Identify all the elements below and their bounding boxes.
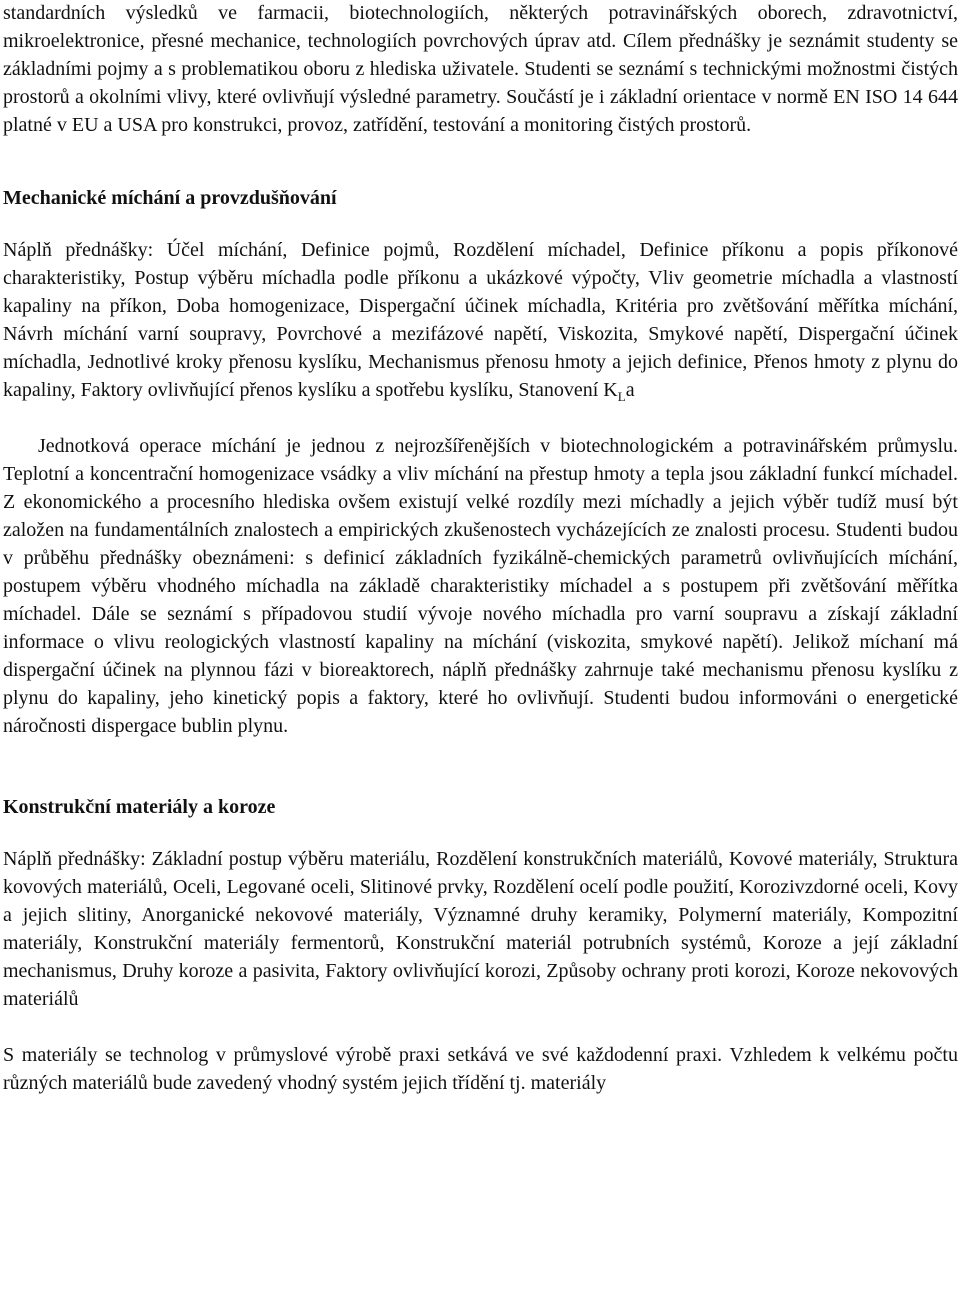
mixing-content-text: Náplň přednášky: Účel míchání, Definice pojmů, Rozdělení míchadel, Definice příkonu a popis příkonové charakteristiky, Postup výběru míchadla podle příkonu a ukázkové výpočty, Vliv geometrie míchadla a vlastností kapaliny na příkon, Doba homogenizace, Dispergační účinek míchadla, Kritéria pro zvětšování měřítka míchání, Návrh míchání varní soupravy, Povrchové a mezifázové napětí, Viskozita, Smykové napětí, Dispergační účinek míchadla, Jednotlivé kroky přenosu kyslíku, Mechanismus přenosu hmoty a jejich definice, Přenos hmoty z plynu do kapaliny, Faktory ovlivňující přenos kyslíku a spotřebu kyslíku, Stanovení K <box>3 239 958 401</box>
intro-paragraph: standardních výsledků ve farmacii, biotechnologiích, některých potravinářských oborech, zdravotnictví, mikroelektronice, přesné mechanice, technologiích povrchových úprav atd. Cílem přednášky je seznámit studenty se základními pojmy a s problematikou oboru z hlediska uživatele. Studenti se seznámí s technickými možnostmi čistých prostorů a okolními vlivy, které ovlivňují výsledné parametry. Součástí je i základní orientace v normě EN ISO 14 644 platné v EU a USA pro konstrukci, provoz, zatřídění, testování a monitoring čistých prostorů. <box>3 2 958 136</box>
section-heading-materials: Konstrukční materiály a koroze <box>3 796 276 818</box>
mixing-lecture-content <box>3 236 958 404</box>
mixing-body-paragraph: Jednotková operace míchání je jednou z nejrozšířenějších v biotechnologickém a potravinářském průmyslu. Teplotní a koncentrační homogenizace vsádky a vliv míchání na přestup hmoty a tepla jsou základní funkcí míchadel. Z ekonomického a procesního hlediska ovšem existují velké rozdíly mezi míchadly a jejich výběr tudíž musí být založen na fundamentálních znalostech a empirických zkušenostech vycházejících ze znalosti procesu. Studenti budou v průběhu přednášky obeznámeni: s definicí základních fyzikálně-chemických parametrů ovlivňujících míchání, postupem výběru vhodného míchadla na základě charakteristiky míchadel a s postupem při zvětšování měřítka míchadel. Dále se seznámí s případovou studií vývoje nového míchadla pro varní soupravu a získají základní informace o vlivu reologických vlastností kapaliny na míchání (viskozita, smykové napětí). Jelikož míchaní má dispergační účinek na plynnou fázi v bioreaktorech, náplň přednášky zahrnuje také mechanismu přenosu kyslíku z plynu do kapaliny, jeho kinetický popis a faktory, které ho ovlivňují. Studenti budou informováni o energetické náročnosti dispergace bublin plynu. <box>3 435 958 737</box>
section-heading-mixing: Mechanické míchání a provzdušňování <box>3 187 337 209</box>
materials-body-paragraph: S materiály se technolog v průmyslové výrobě praxi setkává ve své každodenní praxi. Vzhledem k velkému počtu různých materiálů bude zavedený vhodný systém jejich třídění tj. materiály <box>3 1044 958 1094</box>
mixing-content-subscript: L <box>617 389 626 404</box>
mixing-content-tail: a <box>625 379 635 401</box>
document-page <box>3 0 958 1097</box>
materials-lecture-content: Náplň přednášky: Základní postup výběru materiálu, Rozdělení konstrukčních materiálů, Kovové materiály, Struktura kovových materiálů, Oceli, Legované oceli, Slitinové prvky, Rozdělení ocelí podle použití, Korozivzdorné oceli, Kovy a jejich slitiny, Anorganické nekovové materiály, Významné druhy keramiky, Polymerní materiály, Kompozitní materiály, Konstrukční materiály fermentorů, Konstrukční materiál potrubních systémů, Koroze a její základní mechanismus, Druhy koroze a pasivita, Faktory ovlivňující korozi, Způsoby ochrany proti korozi, Koroze nekovových materiálů <box>3 848 958 1010</box>
